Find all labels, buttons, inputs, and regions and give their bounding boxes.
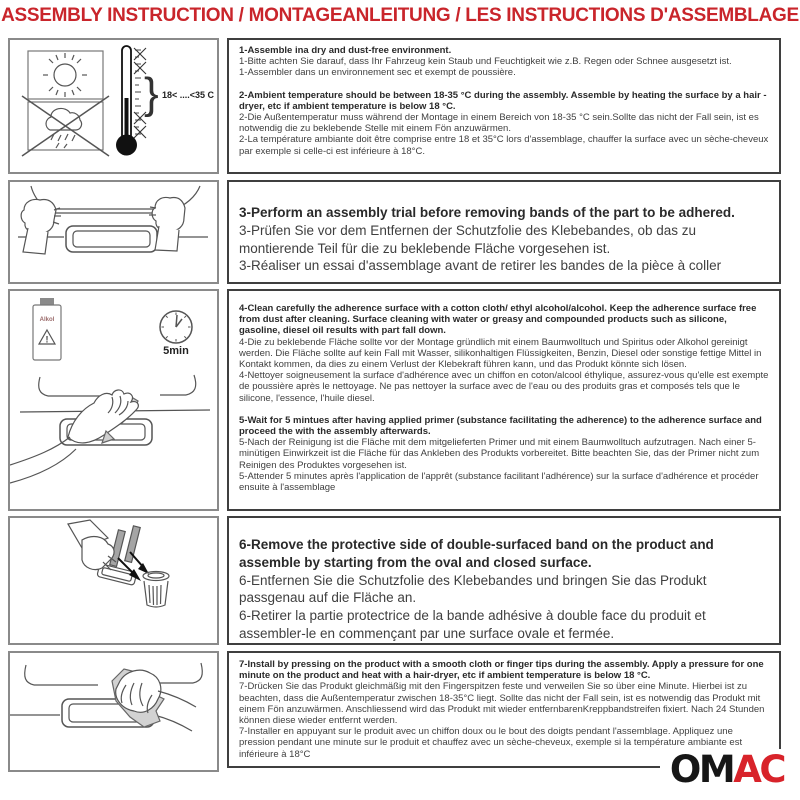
illustration-press-product [8,651,219,772]
illustration-assembly-trial [8,180,219,284]
instructions-6 [227,516,781,645]
step1-de: 1-Bitte achten Sie darauf, dass Ihr Fahrzeug kein Staub und Feuchtigkeit wie z.B. Regen oder Schnee ausgesetzt ist. [239,56,732,68]
wiping-hand [10,390,138,483]
illustration-environment-temperature [8,38,219,174]
step4-en: 4-Clean carefully the adherence surface with a cotton cloth/ ethyl alcohol/alcohol. Keep the adherence surface free from dust after cleaning. Surface cleaning with water or greasy and compounded products such as silicone, gasoline, diesel oil results with part fall down. [239,303,757,337]
warning-exclamation: ! [45,334,49,345]
step6-en: 6-Remove the protective side of double-surfaced band on the product and assemble by starting from the oval and closed surface. [239,537,714,570]
instruction-section-5 [239,415,769,493]
step3-en: 3-Perform an assembly trial before removing bands of the part to be adhered. [239,205,735,220]
illustration-clean-surface [8,289,219,511]
step7-en: 7-Install by pressing on the product with a smooth cloth or finger tips during the assembly. Apply a pressure for one minute on the product and heat with a hair-dryer, etc if ambient temperature is below 18 °C. [239,659,764,682]
instruction-section-3 [239,204,769,275]
arrows-to-trash [118,552,149,581]
step5-en: 5-Wait for 5 mintues after having applied primer (substance facilitating the adherence) to the adherence surface and proceed the with the assembly afterwards. [239,414,762,438]
omac-logo-red-letters: AC [733,748,784,791]
thermometer-icon [116,46,215,156]
pressing-hand [112,669,196,727]
instruction-section-4 [239,303,769,404]
clean-surface-drawing [10,291,217,509]
step3-fr: 3-Réaliser un essai d'assemblage avant de retirer les bandes de la pièce à coller [239,258,722,274]
temperature-range-label: 18< ....<35 C [162,90,215,100]
clock-icon [160,311,192,357]
left-hand [21,199,61,254]
omac-logo [660,749,784,790]
step6-de: 6-Entfernen Sie die Schutzfolie des Klebebandes und bringen Sie das Produkt passgenau auf die Fläche an. [239,572,707,606]
step2-fr: 2-La température ambiante doit être comprise entre 18 et 35°C lors d'assemblage, chauffer la surface avec un sèche-cheveux par exemple si celle-ci est inférieure à 18°C. [239,134,769,157]
instructions-1-2 [227,38,781,174]
step1-en: 1-Assemble ina dry and dust-free environment. [239,45,452,56]
step6-fr: 6-Retirer la partie protectrice de la bande adhésive à double face du produit et assembler-le en commençant par une surface ovale et fermée. [239,608,706,642]
step3-de: 3-Prüfen Sie vor dem Entfernen der Schutzfolie des Klebebandes, ob das zu montierende Teil für die zu beklebende Fläche vorgesehen ist. [239,222,697,256]
step2-de: 2-Die Außentemperatur muss während der Montage in einem Bereich von 18-35 °C sein.Sollte das nicht der Fall sein, ist es notwendig die zu beklebende Stelle mit einem Fön anzuwärmen. [239,112,759,135]
page-title: ASSEMBLY INSTRUCTION / MONTAGEANLEITUNG / LES INSTRUCTIONS D'ASSEMBLAGE [1,5,799,26]
step1-fr: 1-Assembler dans un environnement sec et exempt de poussière. [239,67,516,79]
step7-de: 7-Drücken Sie das Produkt gleichmäßig mit den Fingerspitzen feste und verweilen Sie so über eine Minute. Hierbei ist zu beachten, dass die Außentemperatur zwischen 18-35°C liegt. Sollte das nicht der Fall sein, ist es notwendig das Produkt mit einem Fön anzuwärmen. Anschliessend wird das Produkt mit wieder entfernbarenKreppbandstreifen fixiert. Nach 24 Stunden können diese wieder entfernt werden. [239,681,765,727]
trash-can-icon [143,572,169,608]
instructions-4-5 [227,289,781,511]
assembly-trial-drawing [10,182,217,282]
instruction-section-6 [239,536,769,643]
right-hand [149,197,185,251]
door-panel-outline [10,663,202,731]
step7-fr: 7-Installer en appuyant sur le produit avec un chiffon doux ou le bout des doigts pendant l'assemblage. Appliquez une pression pendant une minute sur le produit et chauffez avec un sèche-cheveux, exemple si la température ambiante est inférieure à 18°C [239,726,743,760]
alcohol-bottle-icon [33,298,61,360]
instructions-3 [227,180,781,284]
step2-en: 2-Ambient temperature should be between 18-35 °C during the assembly. Assemble by heating the surface by a hair -dryer, etc if ambient temperature is below 18 °C. [239,89,767,112]
step4-fr: 4-Nettoyer soigneusement la surface d'adhérence avec un chiffon en coton/alcool éthylique, assurez-vous qu'elle est exempte de poussière après le nettoyage. Ne pas nettoyer la surface avec de l'eau ou des produits gras et composés tels que le silicone, l'essence, l'huile diesel. [239,370,769,404]
omac-logo-black-letters: OM [669,748,734,791]
illustration-remove-band [8,516,219,645]
step5-fr: 5-Attender 5 minutes après l'application de l'apprêt (substance facilitant l'adhérence) sur la surface d'adhérence et procéder ensuite à l'assemblage [239,470,759,494]
instruction-section-2 [239,90,769,157]
instruction-section-7 [239,659,769,760]
remove-band-drawing [10,518,217,643]
peeling-hand [68,520,116,570]
range-brace: } [144,69,159,118]
instruction-section-1 [239,45,769,79]
environment-temperature-drawing [10,40,217,172]
press-product-drawing [10,653,217,770]
step5-de: 5-Nach der Reinigung ist die Fläche mit dem mitgelieferten Primer und mit einem Baumwolltuch aufzutragen. Nach einer 5-minütigen Einwirkzeit ist die Fläche für das Ankleben des Produkts vorbereitet. Bitte beachten Sie, das der Primer nicht zum Reinigen des Produktes vorgesehen ist. [239,437,760,471]
sun-icon [28,51,103,99]
step4-de: 4-Die zu beklebende Fläche sollte vor der Montage gründlich mit einem Baumwolltuch und Spiritus oder Alkohol gereinigt werden. Die Fläche sollte auf kein Fall mit Wasser, silikonhaltigen Flüssigkeiten, Benzin, Diesel oder sonstige fettige Mittel in Kontakt kommen, da dies zu einem Verlust der Klebekraft führen kann, und das Produkt könnte sich lösen. [239,336,762,371]
alcohol-label: Alkol [39,317,55,323]
no-rain-icon [22,96,109,156]
clock-duration-label: 5min [163,345,189,357]
